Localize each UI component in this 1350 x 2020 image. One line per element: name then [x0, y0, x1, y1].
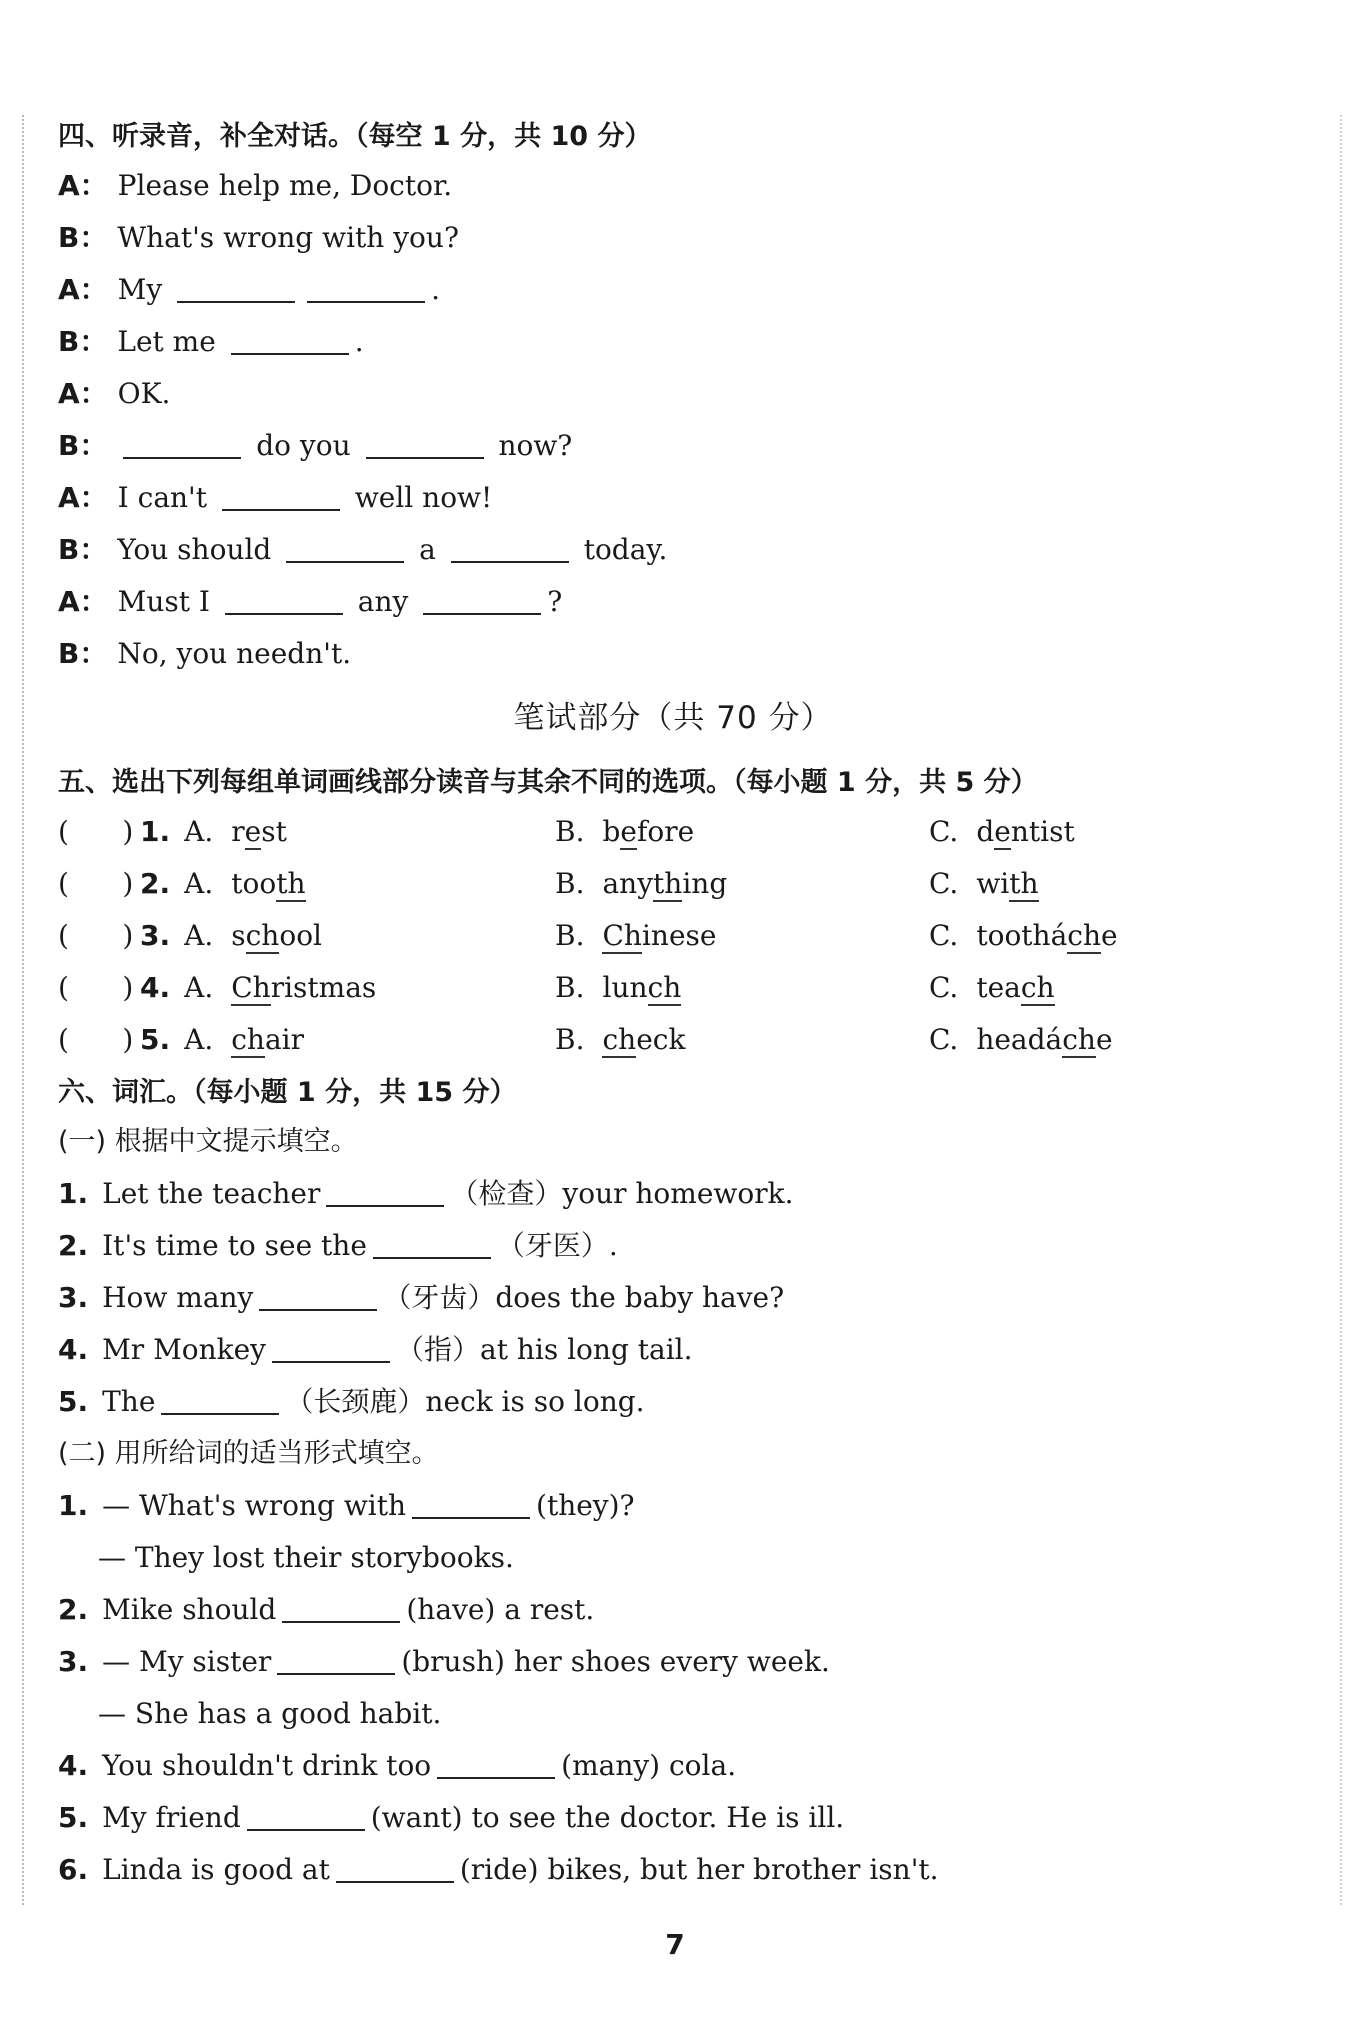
paren-gap [69, 1023, 122, 1056]
dialogue-line-5 [58, 368, 1288, 420]
part-2-items [58, 1480, 1288, 1896]
item-text-after: （牙齿）does the baby have? [383, 1281, 785, 1314]
underlined-part: ch [245, 919, 280, 952]
item-text-after: （长颈鹿）neck is so long. [285, 1385, 645, 1418]
dialogue-text: ? [547, 585, 563, 618]
part-1-title: (一) 根据中文提示填空。 [58, 1126, 358, 1157]
option-label: C. [929, 971, 959, 1004]
answer-blank[interactable] [161, 1383, 279, 1415]
dialogue-text: You should [117, 533, 272, 566]
item-number: 1. [58, 1177, 89, 1210]
answer-blank[interactable] [222, 479, 340, 511]
vocab-item [58, 1168, 1288, 1220]
answer-paren[interactable] [58, 806, 140, 858]
paren-open: ( [58, 815, 69, 848]
section-4-heading: 四、听录音，补全对话。（每空 1 分，共 10 分） [58, 121, 652, 152]
word-part: s [231, 919, 246, 952]
word-part: headá [976, 1023, 1063, 1056]
underlined-part: ch [1062, 1023, 1096, 1056]
paren-close: ) [122, 971, 134, 1004]
item-text-before: Let the teacher [102, 1177, 321, 1210]
word-part: too [231, 867, 277, 900]
vocab-item [58, 1844, 1288, 1896]
item-text-after: (brush) her shoes every week. [401, 1645, 830, 1678]
underlined-part: ch [602, 1023, 637, 1056]
item-text-before: The [102, 1385, 156, 1418]
underlined-part: ch [647, 971, 682, 1004]
item-text-before: Mike should [102, 1593, 277, 1626]
item-number: 2. [58, 1593, 89, 1626]
speaker-label: B： [58, 325, 108, 358]
option-c[interactable] [929, 910, 1118, 962]
dialogue-text: Please help me, Doctor. [117, 169, 453, 202]
option-label: B. [555, 919, 585, 952]
answer-paren[interactable] [58, 910, 140, 962]
item-number: 5. [58, 1801, 89, 1834]
option-c[interactable] [929, 1014, 1113, 1066]
dialogue-text: No, you needn't. [117, 637, 352, 670]
question-stem [58, 806, 555, 858]
dialogue-text: . [354, 325, 364, 358]
answer-blank[interactable] [412, 1487, 530, 1519]
question-stem [58, 1014, 555, 1066]
option-b[interactable] [555, 962, 929, 1014]
speaker-label: A： [58, 273, 108, 306]
item-reply: — She has a good habit. [98, 1697, 442, 1730]
underlined-part: Ch [602, 919, 642, 952]
paren-close: ) [122, 919, 134, 952]
phonetics-row [58, 962, 1288, 1014]
option-label: A. [184, 867, 214, 900]
question-number: 4. [140, 971, 171, 1004]
answer-blank[interactable] [307, 271, 425, 303]
option-label: C. [929, 1023, 959, 1056]
answer-blank[interactable] [231, 323, 349, 355]
option-label: A. [184, 815, 214, 848]
speaker-label: A： [58, 585, 108, 618]
underlined-part: ch [1020, 971, 1055, 1004]
answer-blank[interactable] [247, 1799, 365, 1831]
left-binding-line [22, 115, 24, 1905]
vocab-item [58, 1272, 1288, 1324]
item-text-after: (ride) bikes, but her brother isn't. [459, 1853, 939, 1886]
word-part: st [261, 815, 287, 848]
item-number: 2. [58, 1229, 89, 1262]
item-number: 3. [58, 1645, 89, 1678]
option-label: C. [929, 919, 959, 952]
item-text-after: （牙医）. [496, 1229, 618, 1262]
word-part: e [1101, 919, 1118, 952]
option-label: B. [555, 815, 585, 848]
item-text-before: — My sister [102, 1645, 272, 1678]
item-number: 4. [58, 1333, 89, 1366]
item-text-after: (have) a rest. [406, 1593, 595, 1626]
word-part: eck [636, 1023, 686, 1056]
underlined-part: e [994, 815, 1011, 848]
paren-open: ( [58, 1023, 69, 1056]
dialogue-line-4 [58, 316, 1288, 368]
option-b[interactable] [555, 806, 929, 858]
question-stem [58, 962, 555, 1014]
dialogue-text: My [117, 273, 163, 306]
word-part: toothá [976, 919, 1068, 952]
dialogue-line-10 [58, 628, 1288, 680]
vocab-item [58, 1480, 1288, 1532]
underlined-part: e [620, 815, 637, 848]
answer-blank[interactable] [277, 1643, 395, 1675]
question-number: 5. [140, 1023, 171, 1056]
answer-blank[interactable] [259, 1279, 377, 1311]
option-c[interactable] [929, 858, 1039, 910]
item-text-after: （检查）your homework. [450, 1177, 794, 1210]
word-part: e [1095, 1023, 1113, 1056]
dialogue-text: a [419, 533, 436, 566]
item-text-before: You shouldn't drink too [102, 1749, 432, 1782]
answer-blank[interactable] [177, 271, 295, 303]
paren-close: ) [122, 867, 134, 900]
paren-open: ( [58, 919, 69, 952]
paren-close: ) [122, 815, 134, 848]
option-label: B. [555, 1023, 585, 1056]
speaker-label: A： [58, 377, 108, 410]
word-part: b [602, 815, 621, 848]
answer-blank[interactable] [336, 1851, 454, 1883]
underlined-part: th [1009, 867, 1039, 900]
dialogue-line-9 [58, 576, 1288, 628]
item-number: 6. [58, 1853, 89, 1886]
option-label: C. [929, 867, 959, 900]
dialogue-line-2 [58, 212, 1288, 264]
question-stem [58, 858, 555, 910]
answer-blank[interactable] [366, 427, 484, 459]
word-part: any [602, 867, 654, 900]
item-text-after: (many) cola. [561, 1749, 737, 1782]
item-text-before: Mr Monkey [102, 1333, 266, 1366]
word-part: ool [279, 919, 323, 952]
item-text-after: (they)? [536, 1489, 635, 1522]
answer-paren[interactable] [58, 962, 140, 1014]
answer-blank[interactable] [286, 531, 404, 563]
phonetics-row [58, 1014, 1288, 1066]
right-binding-line [1340, 115, 1342, 1905]
phonetics-questions [58, 806, 1288, 1066]
item-text-before: My friend [102, 1801, 241, 1834]
dialogue-text: OK. [117, 377, 171, 410]
item-text-before: — What's wrong with [102, 1489, 407, 1522]
answer-blank[interactable] [123, 427, 241, 459]
vocab-item [58, 1376, 1288, 1428]
item-text-after: （指）at his long tail. [396, 1333, 693, 1366]
part-1-items [58, 1168, 1288, 1428]
question-number: 2. [140, 867, 171, 900]
option-c[interactable] [929, 962, 1055, 1014]
answer-blank[interactable] [272, 1331, 390, 1363]
page-number: 7 [665, 1928, 685, 1961]
dialogue-text: do you [256, 429, 351, 462]
answer-paren[interactable] [58, 858, 140, 910]
word-part: air [264, 1023, 305, 1056]
word-part: ristmas [270, 971, 377, 1004]
speaker-label: A： [58, 169, 108, 202]
phonetics-row [58, 858, 1288, 910]
dialogue-text: now? [498, 429, 573, 462]
dialogue-text: Must I [117, 585, 210, 618]
dialogue-text: well now! [354, 481, 493, 514]
dialogue-text: What's wrong with you? [117, 221, 459, 254]
phonetics-row [58, 806, 1288, 858]
dialogue-line-7 [58, 472, 1288, 524]
paren-open: ( [58, 971, 69, 1004]
item-reply: — They lost their storybooks. [98, 1541, 514, 1574]
section-5-heading: 五、选出下列每组单词画线部分读音与其余不同的选项。（每小题 1 分，共 5 分） [58, 767, 1038, 798]
word-part: lun [602, 971, 648, 1004]
question-stem [58, 910, 555, 962]
answer-blank[interactable] [451, 531, 569, 563]
word-part: r [231, 815, 245, 848]
question-number: 1. [140, 815, 171, 848]
word-part: d [976, 815, 995, 848]
dialogue-line-6 [58, 420, 1288, 472]
dialogue-text: any [357, 585, 409, 618]
underlined-part: e [244, 815, 262, 848]
dialogue-text: Let me [117, 325, 216, 358]
item-number: 3. [58, 1281, 89, 1314]
option-b[interactable] [555, 1014, 929, 1066]
word-part: wi [976, 867, 1010, 900]
item-number: 5. [58, 1385, 89, 1418]
item-text-after: (want) to see the doctor. He is ill. [370, 1801, 845, 1834]
paren-gap [69, 919, 122, 952]
item-text-before: How many [102, 1281, 254, 1314]
dialogue-line-8 [58, 524, 1288, 576]
option-label: B. [555, 971, 585, 1004]
option-b[interactable] [555, 858, 929, 910]
answer-blank[interactable] [225, 583, 343, 615]
word-part: ing [682, 867, 728, 900]
option-label: B. [555, 867, 585, 900]
item-text-before: Linda is good at [102, 1853, 330, 1886]
part-2-title: (二) 用所给词的适当形式填空。 [58, 1438, 439, 1469]
option-b[interactable] [555, 910, 929, 962]
vocab-item [58, 1636, 1288, 1688]
answer-paren[interactable] [58, 1014, 140, 1066]
item-number: 1. [58, 1489, 89, 1522]
option-label: C. [929, 815, 959, 848]
item-text-before: It's time to see the [102, 1229, 367, 1262]
speaker-label: B： [58, 533, 108, 566]
worksheet-page [58, 110, 1288, 1896]
vocab-item [58, 1324, 1288, 1376]
answer-blank[interactable] [423, 583, 541, 615]
dialogue-text: today. [583, 533, 668, 566]
vocab-item [58, 1792, 1288, 1844]
underlined-part: ch [1067, 919, 1101, 952]
paren-close: ) [122, 1023, 134, 1056]
option-label: A. [184, 971, 214, 1004]
option-c[interactable] [929, 806, 1075, 858]
underlined-part: ch [231, 1023, 265, 1056]
speaker-label: B： [58, 221, 108, 254]
vocab-item [58, 1740, 1288, 1792]
paren-open: ( [58, 867, 69, 900]
dialogue-line-3 [58, 264, 1288, 316]
answer-blank[interactable] [326, 1175, 444, 1207]
vocab-item [58, 1220, 1288, 1272]
word-part: ntist [1010, 815, 1075, 848]
phonetics-row [58, 910, 1288, 962]
item-number: 4. [58, 1749, 89, 1782]
speaker-label: B： [58, 429, 108, 462]
answer-blank[interactable] [373, 1227, 491, 1259]
word-part: inese [641, 919, 717, 952]
paren-gap [69, 867, 122, 900]
word-part: tea [976, 971, 1021, 1004]
speaker-label: B： [58, 637, 108, 670]
underlined-part: th [276, 867, 306, 900]
dialogue-text: . [431, 273, 440, 306]
option-label: A. [184, 919, 214, 952]
underlined-part: Ch [231, 971, 271, 1004]
word-part: fore [637, 815, 695, 848]
underlined-part: th [653, 867, 683, 900]
answer-blank[interactable] [282, 1591, 400, 1623]
section-6-heading: 六、词汇。（每小题 1 分，共 15 分） [58, 1077, 517, 1108]
option-label: A. [184, 1023, 214, 1056]
paren-gap [69, 971, 122, 1004]
speaker-label: A： [58, 481, 108, 514]
paren-gap [69, 815, 122, 848]
dialogue-text: I can't [117, 481, 207, 514]
vocab-item [58, 1584, 1288, 1636]
dialogue-line-1 [58, 160, 1288, 212]
written-part-title: 笔试部分（共 70 分） [513, 700, 833, 736]
answer-blank[interactable] [437, 1747, 555, 1779]
question-number: 3. [140, 919, 171, 952]
